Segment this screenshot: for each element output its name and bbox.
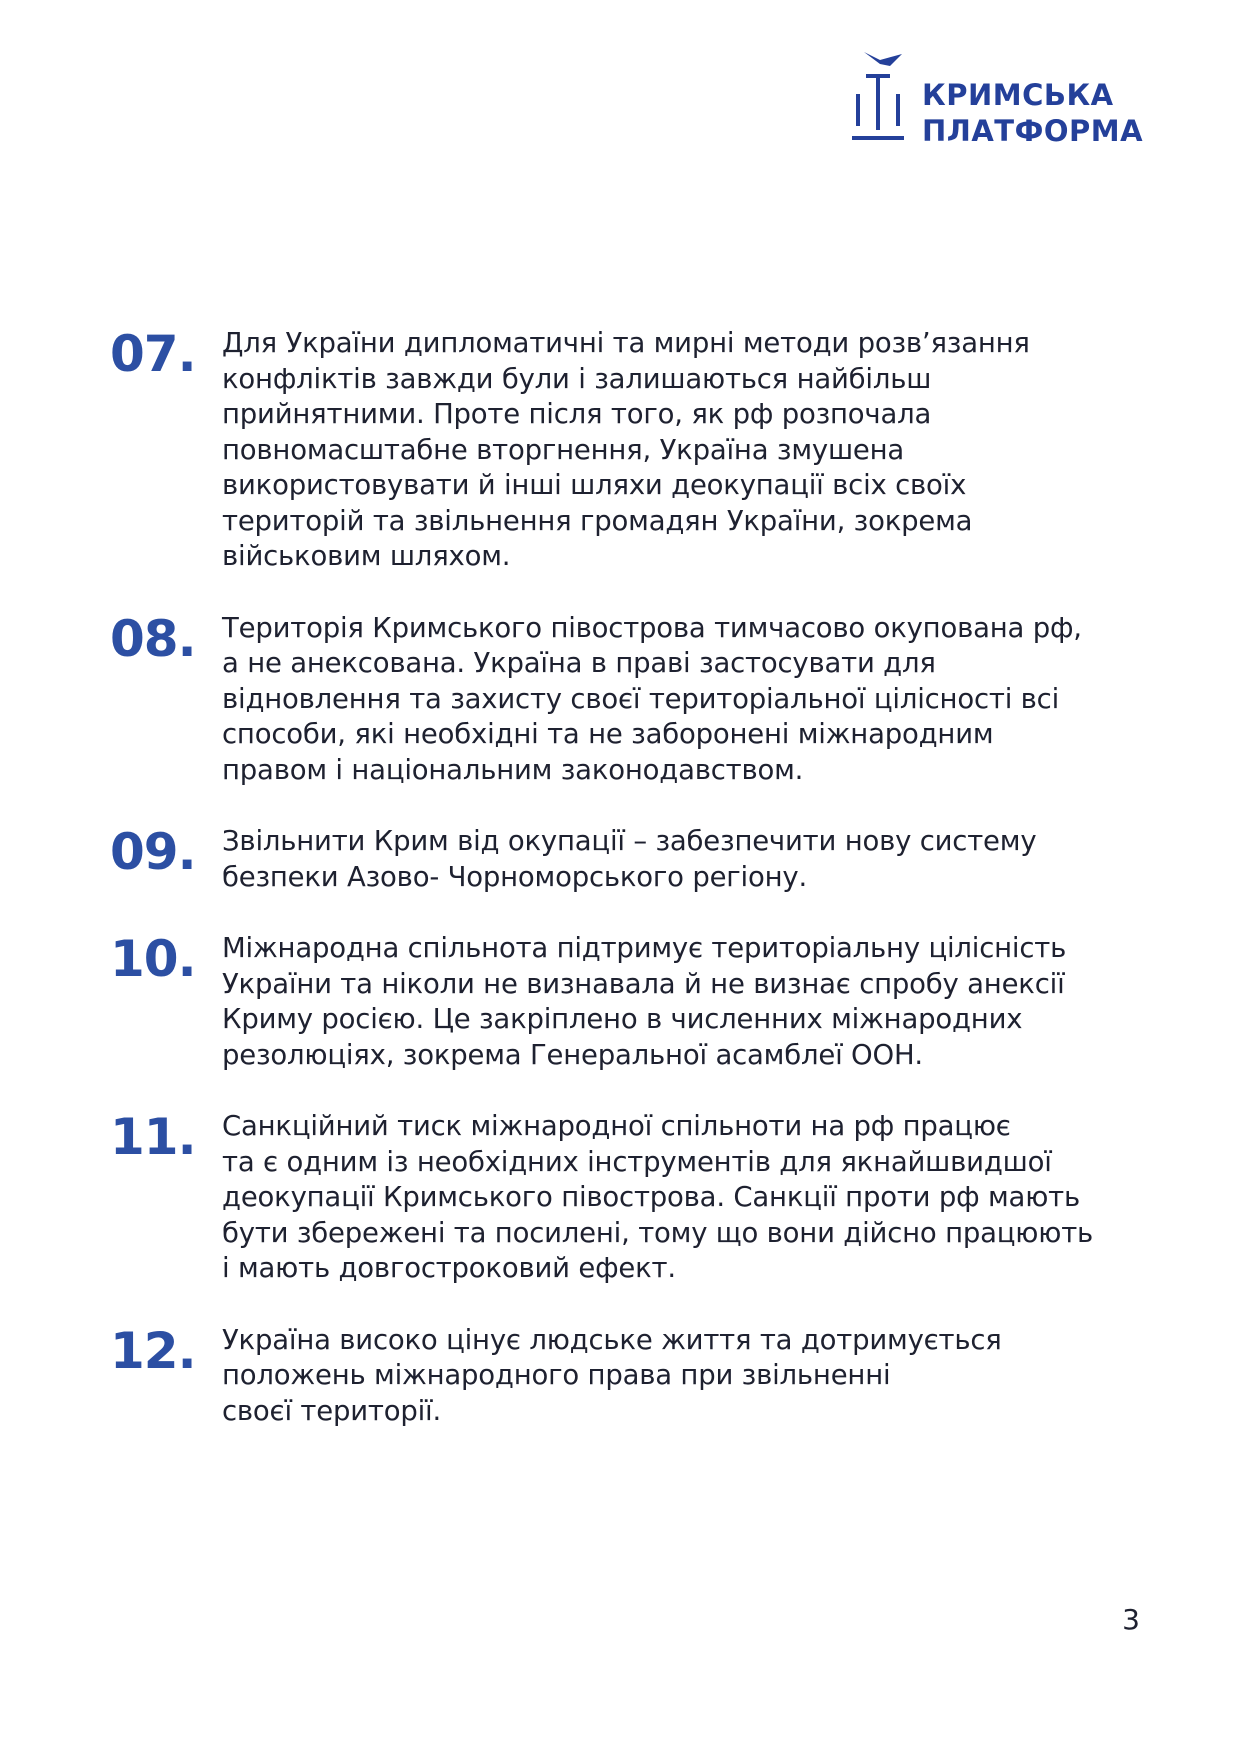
- crimea-platform-logo-icon: [850, 50, 906, 156]
- item-number: 07.: [110, 325, 196, 383]
- text-line: бути збережені та посилені, тому що вони дійсно працюють: [222, 1216, 1094, 1249]
- item-number: 09.: [110, 823, 196, 881]
- text-line: правом і національним законодавством.: [222, 753, 804, 786]
- item-number: 08.: [110, 609, 196, 668]
- text-line: способи, які необхідні та не заборонені міжнародним: [222, 718, 994, 750]
- text-line: Територія Кримського півострова тимчасово окупована рф,: [222, 611, 1082, 644]
- statements-list: [110, 326, 1140, 1465]
- text-line: використовувати й інші шляхи деокупації всіх своїх: [222, 469, 967, 501]
- text-line: Для України дипломатичні та мирні методи розв’язання: [222, 327, 1030, 359]
- text-line: а не анексована. Україна в праві застосувати для: [222, 647, 936, 679]
- item-text: [222, 611, 1140, 789]
- item-text: [222, 931, 1140, 1073]
- text-line: прийнятними. Проте після того, як рф розпочала: [222, 398, 932, 430]
- text-line: Міжнародна спільнота підтримує територіальну цілісність: [222, 932, 1067, 964]
- text-line: повномасштабне вторгнення, Україна змушена: [222, 433, 905, 466]
- page-number: 3: [1122, 1603, 1140, 1636]
- text-line: відновлення та захисту своєї територіальної цілісності всі: [222, 682, 1060, 715]
- text-line: положень міжнародного права при звільненні: [222, 1359, 891, 1391]
- text-line: України та ніколи не визнавала й не визнає спробу анексії: [222, 967, 1065, 1000]
- item-text: [222, 1109, 1140, 1287]
- text-line: деокупації Кримського півострова. Санкції проти рф мають: [222, 1181, 1080, 1213]
- logo-line-1: КРИМСЬКА: [922, 78, 1114, 112]
- text-line: Україна високо цінує людське життя та дотримується: [222, 1323, 1002, 1356]
- list-item: [110, 931, 1140, 1073]
- item-number: 12.: [110, 1321, 196, 1380]
- item-number: 10.: [110, 930, 196, 988]
- text-line: безпеки Азово- Чорноморського регіону.: [222, 860, 808, 893]
- item-text: [222, 1323, 1140, 1430]
- text-line: Криму росією. Це закріплено в численних міжнародних: [222, 1003, 1023, 1035]
- text-line: військовим шляхом.: [222, 540, 511, 572]
- list-item: [110, 611, 1140, 789]
- list-item: [110, 824, 1140, 895]
- text-line: та є одним із необхідних інструментів для якнайшвидшої: [222, 1145, 1052, 1178]
- item-text: [222, 326, 1140, 575]
- logo-wordmark: [922, 77, 1143, 149]
- text-line: конфліктів завжди були і залишаються найбільш: [222, 362, 932, 395]
- text-line: Звільнити Крим від окупації – забезпечити нову систему: [222, 825, 1037, 857]
- list-item: [110, 1323, 1140, 1430]
- text-line: своєї території.: [222, 1394, 442, 1427]
- list-item: [110, 1109, 1140, 1287]
- text-line: Санкційний тиск міжнародної спільноти на рф працює: [222, 1110, 1011, 1142]
- item-text: [222, 824, 1140, 895]
- logo-line-2: ПЛАТФОРМА: [922, 114, 1144, 148]
- list-item: [110, 326, 1140, 575]
- item-number: 11.: [110, 1108, 196, 1166]
- crimea-platform-logo: [850, 50, 1143, 156]
- text-line: територій та звільнення громадян України, зокрема: [222, 504, 973, 537]
- text-line: резолюціях, зокрема Генеральної асамблеї ООН.: [222, 1038, 923, 1071]
- text-line: і мають довгостроковий ефект.: [222, 1252, 676, 1284]
